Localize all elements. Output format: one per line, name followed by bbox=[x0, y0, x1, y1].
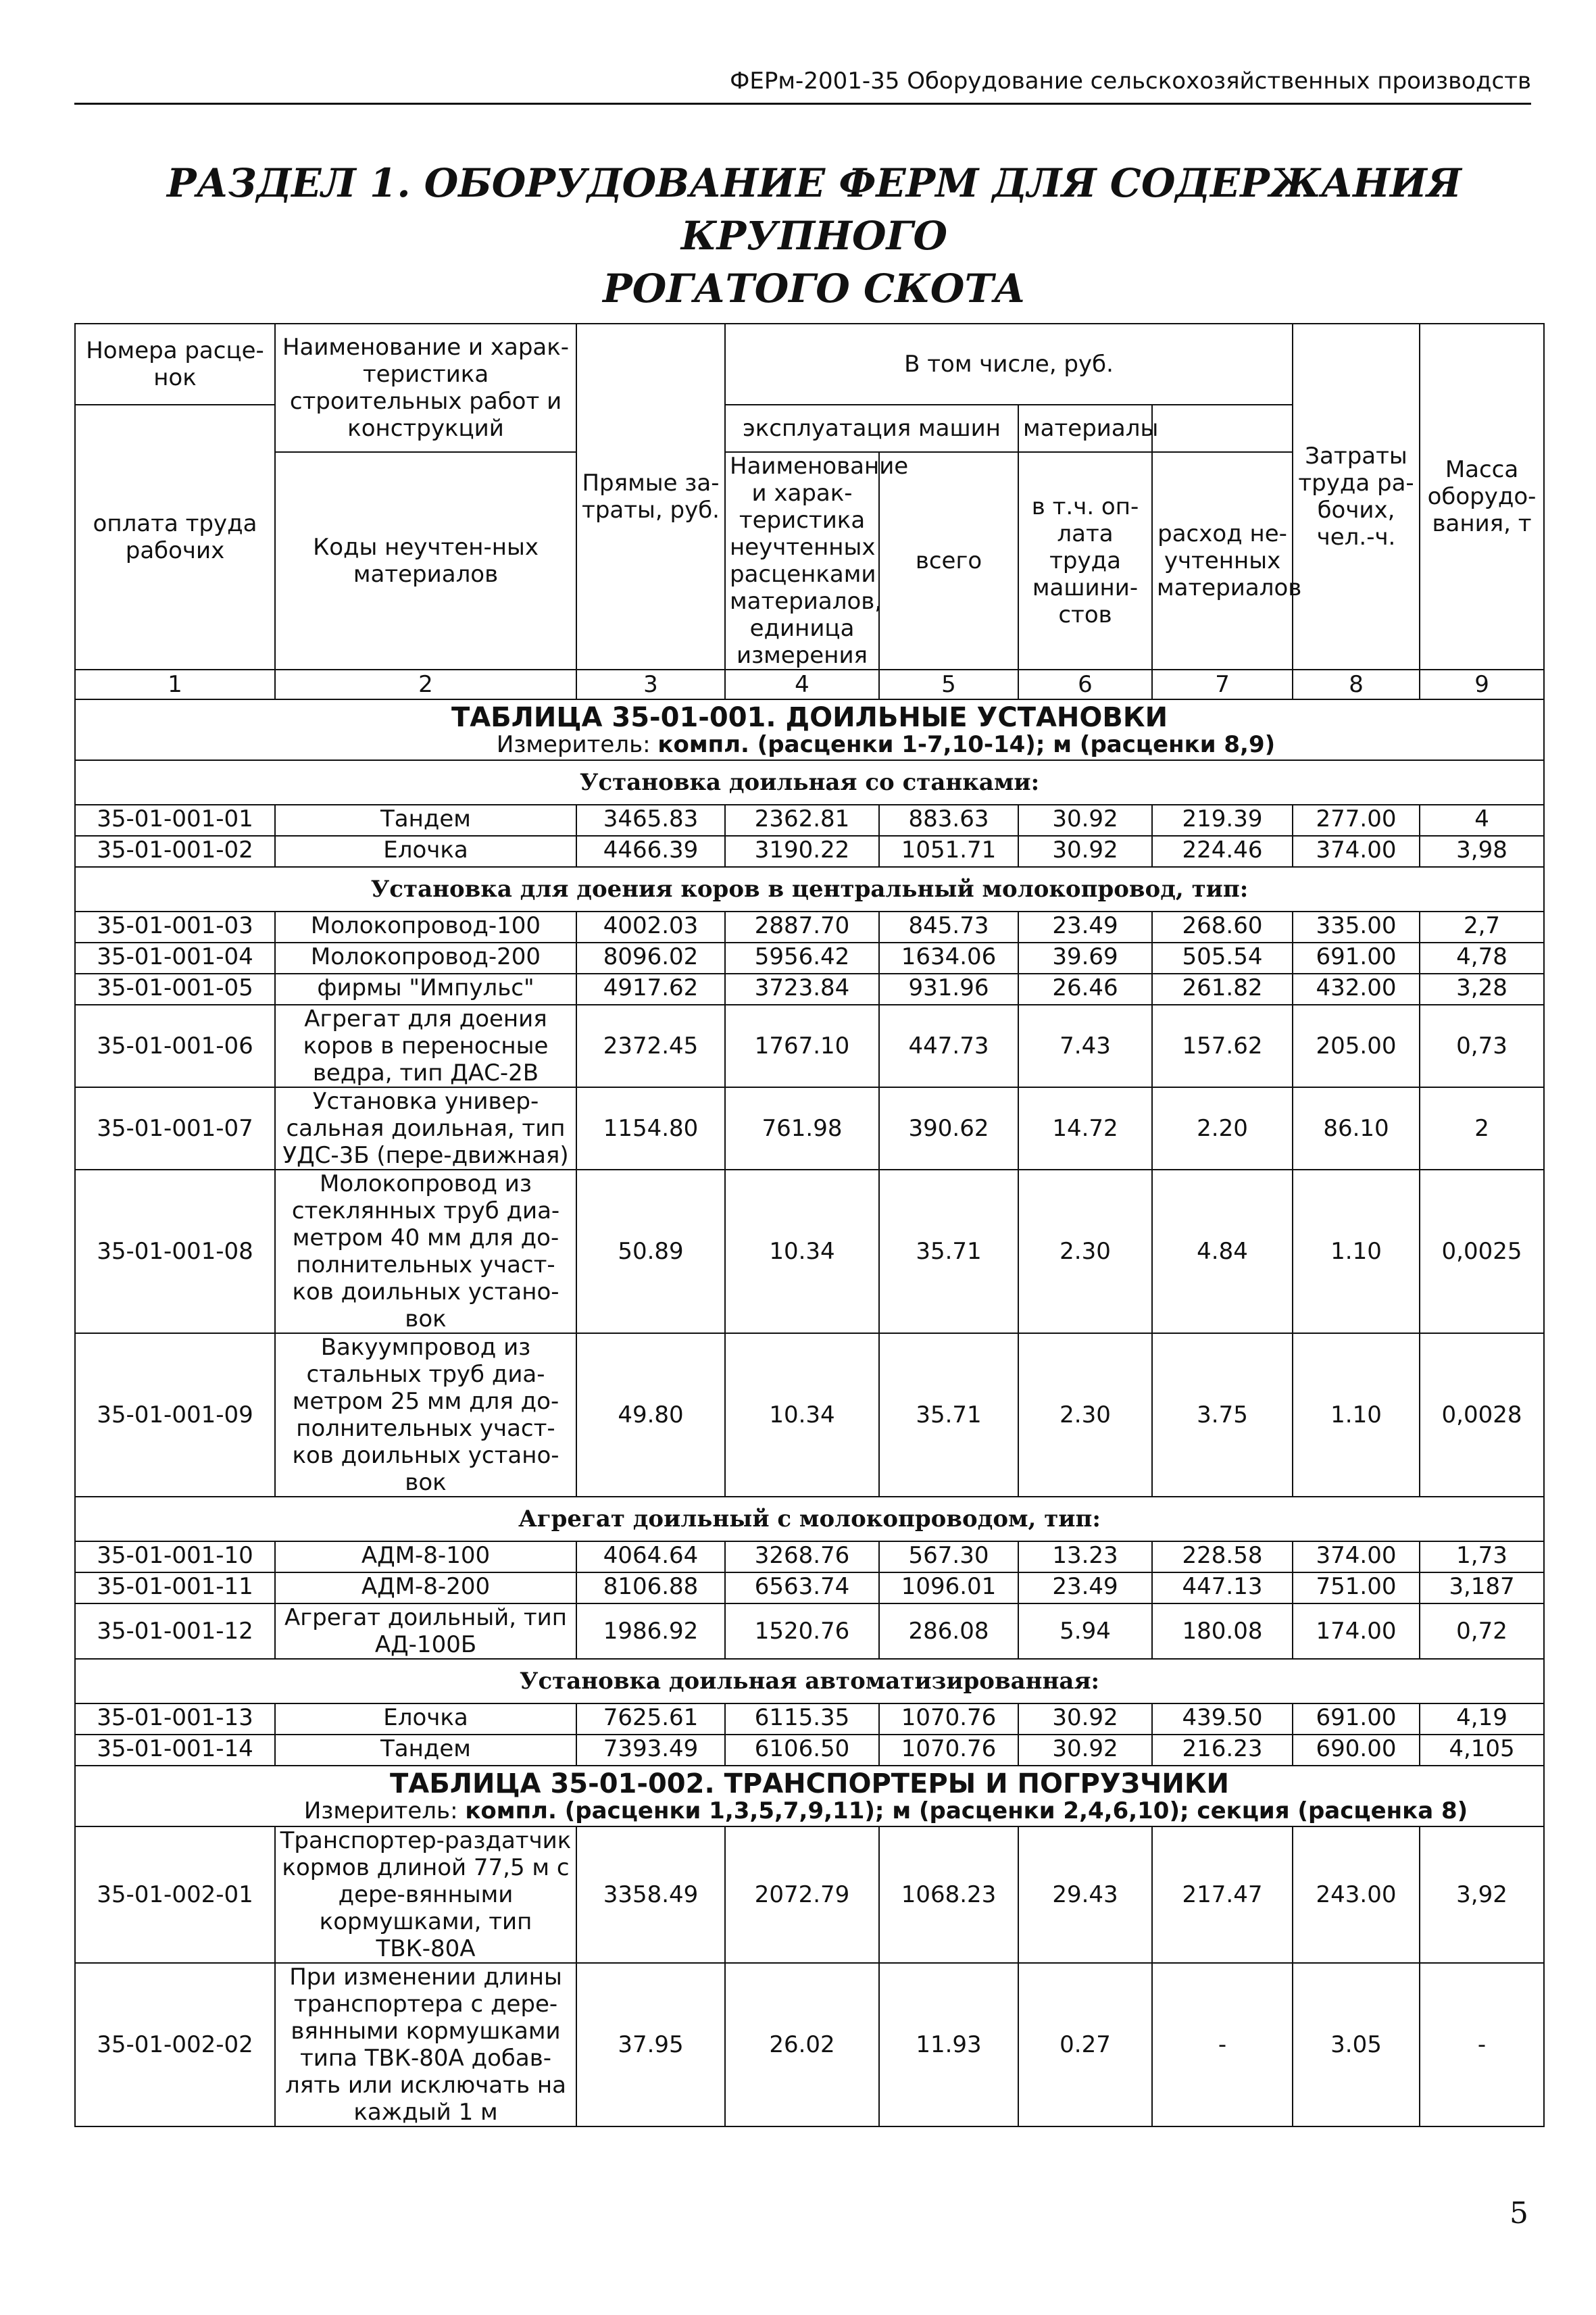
column-number: 5 bbox=[879, 670, 1018, 699]
direct-costs: 3358.49 bbox=[576, 1826, 725, 1963]
labor-pay: 2362.81 bbox=[725, 805, 879, 836]
direct-costs: 1154.80 bbox=[576, 1087, 725, 1170]
header-name-top: Наименование и харак-теристика строительных работ и конструкций bbox=[275, 324, 576, 452]
equipment-mass: 0,73 bbox=[1420, 1005, 1544, 1087]
machines-total: 1096.01 bbox=[879, 1572, 1018, 1603]
machines-total: 390.62 bbox=[879, 1087, 1018, 1170]
equipment-mass: 4,105 bbox=[1420, 1735, 1544, 1766]
meter-value: компл. (расценки 1-7,10-14); м (расценки 8,9) bbox=[657, 731, 1276, 758]
equipment-mass: 0,0028 bbox=[1420, 1333, 1544, 1497]
rate-code: 35-01-001-10 bbox=[75, 1541, 275, 1572]
materials: - bbox=[1152, 1963, 1293, 2126]
equipment-mass: 4,78 bbox=[1420, 943, 1544, 974]
rate-code: 35-01-001-07 bbox=[75, 1087, 275, 1170]
column-number: 2 bbox=[275, 670, 576, 699]
labor-hours: 174.00 bbox=[1293, 1603, 1420, 1659]
column-number: 9 bbox=[1420, 670, 1544, 699]
group-label: Установка доильная автоматизированная: bbox=[75, 1659, 1544, 1703]
machines-total: 883.63 bbox=[879, 805, 1018, 836]
rate-code: 35-01-001-12 bbox=[75, 1603, 275, 1659]
machines-labor: 5.94 bbox=[1018, 1603, 1152, 1659]
rate-code: 35-01-001-05 bbox=[75, 974, 275, 1005]
header-mass: Масса оборудо-вания, т bbox=[1420, 324, 1544, 670]
direct-costs: 4002.03 bbox=[576, 912, 725, 943]
machines-labor: 2.30 bbox=[1018, 1333, 1152, 1497]
machines-total: 1068.23 bbox=[879, 1826, 1018, 1963]
rate-code: 35-01-002-02 bbox=[75, 1963, 275, 2126]
header-materials-unaccounted: расход не-учтенных материалов bbox=[1152, 452, 1293, 670]
machines-total: 35.71 bbox=[879, 1333, 1018, 1497]
materials: 157.62 bbox=[1152, 1005, 1293, 1087]
work-name: Транспортер-раздатчик кормов длиной 77,5 м с дере-вянными кормушками, тип ТВК-80А bbox=[275, 1826, 576, 1963]
table-row bbox=[75, 974, 1544, 1005]
column-number: 8 bbox=[1293, 670, 1420, 699]
equipment-mass: 2,7 bbox=[1420, 912, 1544, 943]
equipment-mass: 4 bbox=[1420, 805, 1544, 836]
labor-pay: 10.34 bbox=[725, 1170, 879, 1333]
labor-hours: 374.00 bbox=[1293, 1541, 1420, 1572]
header-machines: эксплуатация машин bbox=[725, 405, 1018, 452]
header-name-bottom: Наименование и харак-теристика неучтенных расценками материалов, единица измерения bbox=[725, 452, 879, 670]
labor-hours: 691.00 bbox=[1293, 943, 1420, 974]
rate-code: 35-01-001-11 bbox=[75, 1572, 275, 1603]
machines-labor: 13.23 bbox=[1018, 1541, 1152, 1572]
group-row bbox=[75, 1497, 1544, 1541]
materials: 2.20 bbox=[1152, 1087, 1293, 1170]
materials: 216.23 bbox=[1152, 1735, 1293, 1766]
machines-labor: 30.92 bbox=[1018, 1735, 1152, 1766]
machines-labor: 7.43 bbox=[1018, 1005, 1152, 1087]
machines-total: 1070.76 bbox=[879, 1703, 1018, 1735]
rate-code: 35-01-001-01 bbox=[75, 805, 275, 836]
equipment-mass: 3,28 bbox=[1420, 974, 1544, 1005]
table-row bbox=[75, 836, 1544, 867]
rate-code: 35-01-001-02 bbox=[75, 836, 275, 867]
column-number: 6 bbox=[1018, 670, 1152, 699]
equipment-mass: 3,92 bbox=[1420, 1826, 1544, 1963]
table-title-row bbox=[75, 699, 1544, 760]
work-name: Тандем bbox=[275, 1735, 576, 1766]
machines-labor: 29.43 bbox=[1018, 1826, 1152, 1963]
labor-pay: 3190.22 bbox=[725, 836, 879, 867]
materials: 261.82 bbox=[1152, 974, 1293, 1005]
header-including: В том числе, руб. bbox=[725, 324, 1293, 405]
rate-code: 35-01-001-03 bbox=[75, 912, 275, 943]
work-name: фирмы "Импульс" bbox=[275, 974, 576, 1005]
machines-total: 11.93 bbox=[879, 1963, 1018, 2126]
table-title-cell bbox=[75, 699, 1544, 760]
column-number: 1 bbox=[75, 670, 275, 699]
materials: 224.46 bbox=[1152, 836, 1293, 867]
equipment-mass: 0,72 bbox=[1420, 1603, 1544, 1659]
header-labor-pay: оплата труда рабочих bbox=[75, 405, 275, 670]
labor-pay: 3268.76 bbox=[725, 1541, 879, 1572]
machines-total: 1051.71 bbox=[879, 836, 1018, 867]
labor-pay: 6115.35 bbox=[725, 1703, 879, 1735]
work-name: АДМ-8-200 bbox=[275, 1572, 576, 1603]
materials: 228.58 bbox=[1152, 1541, 1293, 1572]
labor-hours: 86.10 bbox=[1293, 1087, 1420, 1170]
labor-hours: 335.00 bbox=[1293, 912, 1420, 943]
work-name: Тандем bbox=[275, 805, 576, 836]
machines-total: 286.08 bbox=[879, 1603, 1018, 1659]
column-number: 4 bbox=[725, 670, 879, 699]
section-title-line1: РАЗДЕЛ 1. ОБОРУДОВАНИЕ ФЕРМ ДЛЯ СОДЕРЖАНИЯ КРУПНОГО bbox=[167, 160, 1462, 259]
machines-total: 845.73 bbox=[879, 912, 1018, 943]
section-title bbox=[95, 157, 1534, 315]
rate-code: 35-01-001-14 bbox=[75, 1735, 275, 1766]
machines-labor: 30.92 bbox=[1018, 1703, 1152, 1735]
table-row bbox=[75, 1087, 1544, 1170]
labor-pay: 3723.84 bbox=[725, 974, 879, 1005]
meter-value: компл. (расценки 1,3,5,7,9,11); м (расценки 2,4,6,10); секция (расценка 8) bbox=[465, 1797, 1468, 1824]
group-row bbox=[75, 1659, 1544, 1703]
equipment-mass: 0,0025 bbox=[1420, 1170, 1544, 1333]
equipment-mass: 3,98 bbox=[1420, 836, 1544, 867]
labor-pay: 26.02 bbox=[725, 1963, 879, 2126]
table-row bbox=[75, 1541, 1544, 1572]
machines-total: 35.71 bbox=[879, 1170, 1018, 1333]
header-materials: материалы bbox=[1018, 405, 1152, 452]
equipment-mass: - bbox=[1420, 1963, 1544, 2126]
group-label: Установка доильная со станками: bbox=[75, 760, 1544, 805]
column-number: 7 bbox=[1152, 670, 1293, 699]
labor-pay: 2072.79 bbox=[725, 1826, 879, 1963]
table-row bbox=[75, 805, 1544, 836]
section-title-line2: РОГАТОГО СКОТА bbox=[603, 266, 1026, 312]
work-name: Агрегат доильный, тип АД-100Б bbox=[275, 1603, 576, 1659]
labor-pay: 761.98 bbox=[725, 1087, 879, 1170]
table-title-cell bbox=[75, 1766, 1544, 1826]
materials: 217.47 bbox=[1152, 1826, 1293, 1963]
direct-costs: 7393.49 bbox=[576, 1735, 725, 1766]
materials: 505.54 bbox=[1152, 943, 1293, 974]
work-name: При изменении длины транспортера с дере-вянными кормушками типа ТВК-80А добав-лять или исключать на каждый 1 м bbox=[275, 1963, 576, 2126]
machines-total: 931.96 bbox=[879, 974, 1018, 1005]
table-row bbox=[75, 1963, 1544, 2126]
materials: 3.75 bbox=[1152, 1333, 1293, 1497]
table-row bbox=[75, 1826, 1544, 1963]
equipment-mass: 2 bbox=[1420, 1087, 1544, 1170]
labor-hours: 1.10 bbox=[1293, 1170, 1420, 1333]
running-header: ФЕРм-2001-35 Оборудование сельскохозяйственных производств bbox=[730, 68, 1531, 95]
labor-hours: 243.00 bbox=[1293, 1826, 1420, 1963]
column-number: 3 bbox=[576, 670, 725, 699]
labor-hours: 277.00 bbox=[1293, 805, 1420, 836]
labor-hours: 690.00 bbox=[1293, 1735, 1420, 1766]
header-codes-top: Номера расце-нок bbox=[75, 324, 275, 405]
header-codes-bottom: Коды неучтен-ных материалов bbox=[275, 452, 576, 670]
machines-labor: 14.72 bbox=[1018, 1087, 1152, 1170]
work-name: Вакуумпровод из стальных труб диа-метром 25 мм для до-полнительных участ-ков доильных устано-вок bbox=[275, 1333, 576, 1497]
materials: 219.39 bbox=[1152, 805, 1293, 836]
labor-pay: 6563.74 bbox=[725, 1572, 879, 1603]
machines-labor: 0.27 bbox=[1018, 1963, 1152, 2126]
direct-costs: 49.80 bbox=[576, 1333, 725, 1497]
meter-label: Измеритель: bbox=[303, 1797, 458, 1824]
work-name: Агрегат для доения коров в переносные ведра, тип ДАС-2В bbox=[275, 1005, 576, 1087]
work-name: АДМ-8-100 bbox=[275, 1541, 576, 1572]
direct-costs: 50.89 bbox=[576, 1170, 725, 1333]
table-row bbox=[75, 1572, 1544, 1603]
direct-costs: 4917.62 bbox=[576, 974, 725, 1005]
header-rule bbox=[74, 103, 1531, 105]
header-direct-costs: Прямые за-траты, руб. bbox=[576, 324, 725, 670]
materials: 439.50 bbox=[1152, 1703, 1293, 1735]
machines-labor: 30.92 bbox=[1018, 836, 1152, 867]
group-label: Установка для доения коров в центральный молокопровод, тип: bbox=[75, 867, 1544, 912]
header-labor: Затраты труда ра-бочих, чел.-ч. bbox=[1293, 324, 1420, 670]
work-name: Молокопровод из стеклянных труб диа-метром 40 мм для до-полнительных участ-ков доильных устано-вок bbox=[275, 1170, 576, 1333]
rate-code: 35-01-001-09 bbox=[75, 1333, 275, 1497]
direct-costs: 8096.02 bbox=[576, 943, 725, 974]
table-row bbox=[75, 912, 1544, 943]
labor-hours: 3.05 bbox=[1293, 1963, 1420, 2126]
work-name: Молокопровод-100 bbox=[275, 912, 576, 943]
materials: 180.08 bbox=[1152, 1603, 1293, 1659]
labor-hours: 374.00 bbox=[1293, 836, 1420, 867]
labor-hours: 691.00 bbox=[1293, 1703, 1420, 1735]
table-title: ТАБЛИЦА 35-01-001. ДОИЛЬНЫЕ УСТАНОВКИ bbox=[451, 702, 1168, 733]
page-number: 5 bbox=[1510, 2196, 1528, 2231]
machines-labor: 2.30 bbox=[1018, 1170, 1152, 1333]
labor-hours: 432.00 bbox=[1293, 974, 1420, 1005]
column-numbers-row bbox=[75, 670, 1544, 699]
group-label: Агрегат доильный с молокопроводом, тип: bbox=[75, 1497, 1544, 1541]
machines-labor: 23.49 bbox=[1018, 1572, 1152, 1603]
machines-total: 1634.06 bbox=[879, 943, 1018, 974]
labor-hours: 205.00 bbox=[1293, 1005, 1420, 1087]
equipment-mass: 1,73 bbox=[1420, 1541, 1544, 1572]
materials: 268.60 bbox=[1152, 912, 1293, 943]
header-machines-total: всего bbox=[879, 452, 1018, 670]
rate-code: 35-01-001-04 bbox=[75, 943, 275, 974]
table-row bbox=[75, 1703, 1544, 1735]
direct-costs: 4064.64 bbox=[576, 1541, 725, 1572]
direct-costs: 4466.39 bbox=[576, 836, 725, 867]
header-machines-labor: в т.ч. оп-лата труда машини-стов bbox=[1018, 452, 1152, 670]
table-row bbox=[75, 943, 1544, 974]
machines-total: 447.73 bbox=[879, 1005, 1018, 1087]
machines-labor: 23.49 bbox=[1018, 912, 1152, 943]
rate-code: 35-01-001-06 bbox=[75, 1005, 275, 1087]
group-row bbox=[75, 760, 1544, 805]
labor-hours: 1.10 bbox=[1293, 1333, 1420, 1497]
direct-costs: 3465.83 bbox=[576, 805, 725, 836]
equipment-mass: 3,187 bbox=[1420, 1572, 1544, 1603]
table-row bbox=[75, 1735, 1544, 1766]
table-meter bbox=[80, 731, 1539, 758]
group-row bbox=[75, 867, 1544, 912]
table-row bbox=[75, 1005, 1544, 1087]
machines-labor: 39.69 bbox=[1018, 943, 1152, 974]
table-row bbox=[75, 1603, 1544, 1659]
direct-costs: 1986.92 bbox=[576, 1603, 725, 1659]
work-name: Установка универ-сальная доильная, тип УДС-3Б (пере-движная) bbox=[275, 1087, 576, 1170]
rates-table bbox=[74, 323, 1545, 2127]
table-row bbox=[75, 1333, 1544, 1497]
machines-total: 567.30 bbox=[879, 1541, 1018, 1572]
labor-pay: 1520.76 bbox=[725, 1603, 879, 1659]
labor-hours: 751.00 bbox=[1293, 1572, 1420, 1603]
table-title: ТАБЛИЦА 35-01-002. ТРАНСПОРТЕРЫ И ПОГРУЗЧИКИ bbox=[390, 1768, 1229, 1799]
table-meter bbox=[80, 1797, 1539, 1824]
labor-pay: 6106.50 bbox=[725, 1735, 879, 1766]
direct-costs: 2372.45 bbox=[576, 1005, 725, 1087]
labor-pay: 2887.70 bbox=[725, 912, 879, 943]
rate-code: 35-01-001-08 bbox=[75, 1170, 275, 1333]
table-row bbox=[75, 1170, 1544, 1333]
materials: 4.84 bbox=[1152, 1170, 1293, 1333]
labor-pay: 5956.42 bbox=[725, 943, 879, 974]
rate-code: 35-01-002-01 bbox=[75, 1826, 275, 1963]
meter-label: Измеритель: bbox=[496, 731, 651, 758]
direct-costs: 8106.88 bbox=[576, 1572, 725, 1603]
labor-pay: 10.34 bbox=[725, 1333, 879, 1497]
direct-costs: 37.95 bbox=[576, 1963, 725, 2126]
machines-labor: 26.46 bbox=[1018, 974, 1152, 1005]
work-name: Елочка bbox=[275, 836, 576, 867]
materials: 447.13 bbox=[1152, 1572, 1293, 1603]
machines-labor: 30.92 bbox=[1018, 805, 1152, 836]
rate-code: 35-01-001-13 bbox=[75, 1703, 275, 1735]
work-name: Молокопровод-200 bbox=[275, 943, 576, 974]
equipment-mass: 4,19 bbox=[1420, 1703, 1544, 1735]
machines-total: 1070.76 bbox=[879, 1735, 1018, 1766]
direct-costs: 7625.61 bbox=[576, 1703, 725, 1735]
table-title-row bbox=[75, 1766, 1544, 1826]
work-name: Елочка bbox=[275, 1703, 576, 1735]
labor-pay: 1767.10 bbox=[725, 1005, 879, 1087]
